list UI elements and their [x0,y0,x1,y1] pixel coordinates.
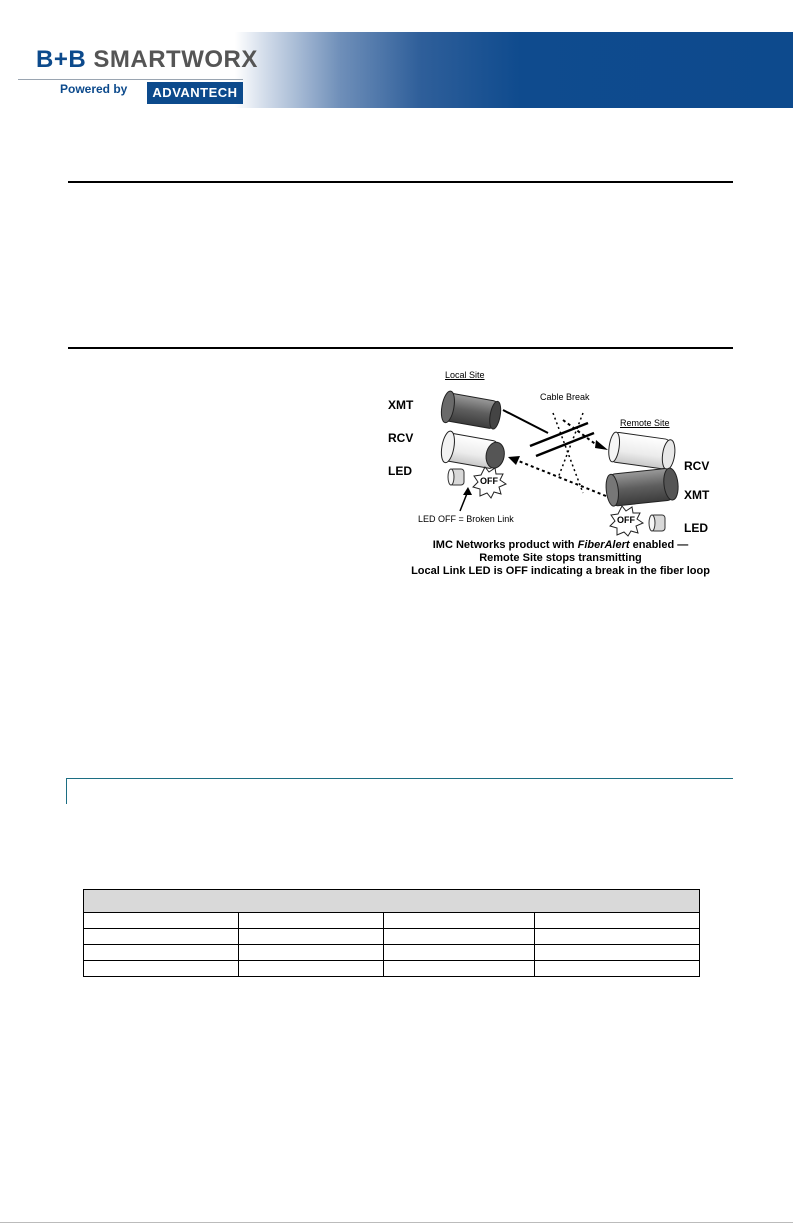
caption-line-1-suffix: enabled — [629,539,689,551]
table-cell [84,913,239,929]
table-header-band [84,890,700,913]
brand-logo [18,46,258,108]
remote-rcv-connector [607,431,677,470]
remote-site-label: Remote Site [620,418,670,428]
powered-by-label: Powered by [60,82,128,96]
fiberalert-diagram [388,368,733,593]
table-cell [384,929,534,945]
cable-break-mark-1 [530,423,588,446]
table-row [84,929,700,945]
table-cell [534,961,699,977]
remote-rcv-label: RCV [684,459,710,473]
remote-led-label: LED [684,521,708,535]
led-off-arrowhead [463,487,472,495]
table-cell [84,945,239,961]
page-bottom-edge [0,1222,793,1223]
caption-line-1-prefix: IMC Networks product with [432,539,578,551]
cable-break-mark-2 [536,433,594,456]
table-row [84,961,700,977]
local-site-label: Local Site [445,370,485,380]
brand-divider [18,79,243,80]
local-xmt-connector [439,390,503,432]
table-cell [534,913,699,929]
section-rule-top [68,181,733,183]
table-cell [534,929,699,945]
remote-led [649,515,665,531]
figure-caption [388,539,733,578]
table-row [84,913,700,929]
remote-xmt-label: XMT [684,488,710,502]
advantech-logo: ADVANTECH [147,82,243,104]
table-cell [384,913,534,929]
brand-wordmark [36,46,258,74]
table-cell [384,945,534,961]
table-cell [239,945,384,961]
table-cell [84,929,239,945]
cable-break-label: Cable Break [540,392,590,402]
fiber-remote-xmt-return [516,460,606,496]
brand-bb: B+B [36,46,87,73]
caption-line-2: Remote Site stops transmitting [479,552,642,564]
local-rcv-connector [439,430,507,472]
caption-line-3: Local Link LED is OFF indicating a break in the fiber loop [411,565,710,577]
fiber-crossing-left [553,413,583,493]
local-led [448,469,464,485]
section-rule-teal [66,778,733,779]
caption-fiberalert: FiberAlert [577,539,630,551]
remote-rcv-arrowhead [595,440,608,450]
table-cell [239,929,384,945]
section-rule-teal-tick [66,778,67,804]
local-led-label: LED [388,464,412,478]
local-rcv-arrowhead [508,456,520,465]
table-cell [384,961,534,977]
brand-worx: WORX [181,46,258,73]
caption-line-1 [388,539,733,552]
section-rule-middle [68,347,733,349]
table-cell [534,945,699,961]
spec-table [83,889,700,977]
local-rcv-label: RCV [388,431,414,445]
remote-xmt-connector [605,467,680,506]
fiber-xmt-to-break [503,410,548,433]
table-cell [84,961,239,977]
table-cell [239,961,384,977]
local-off-text: OFF [480,476,498,486]
table-cell [239,913,384,929]
led-off-note: LED OFF = Broken Link [418,514,514,524]
table-row [84,945,700,961]
brand-smart: SMART [93,46,182,73]
local-xmt-label: XMT [388,398,414,412]
remote-off-text: OFF [617,515,635,525]
